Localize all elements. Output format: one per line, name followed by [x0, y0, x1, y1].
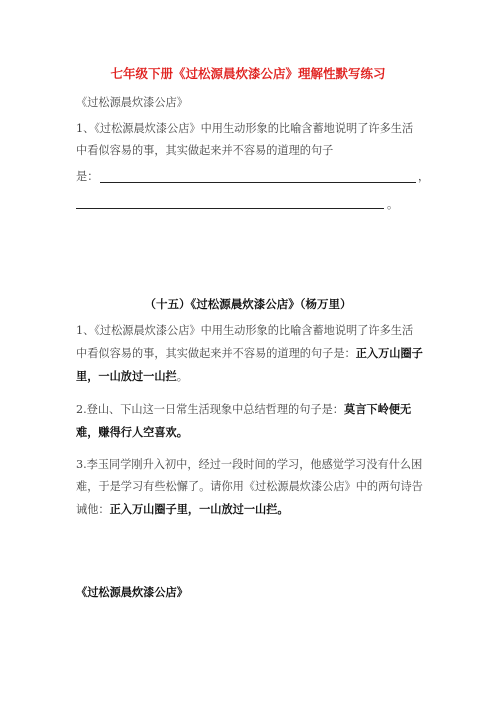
answer-blank-line-1[interactable] — [100, 182, 416, 183]
answer-2-text: 2.登山、下山这一日常生活现象中总结哲理的句子是： — [76, 403, 344, 416]
question-1-text: 1、《过松源晨炊漆公店》中用生动形象的比喻含蓄地说明了许多生活中看似容易的事，其实做起来并不容易的道理的句子 — [76, 122, 414, 157]
answer-3 — [76, 454, 424, 521]
answer-prefix: 是： — [76, 170, 99, 183]
poem-subtitle: 《过松源晨炊漆公店》 — [76, 96, 188, 109]
answer-1-period: 。 — [176, 370, 188, 383]
answer-blank-row-1 — [76, 168, 430, 188]
answer-1-key: 正入万山圈子里，一山放过一山拦 — [76, 346, 423, 383]
footer-poem-title: 《过松源晨炊漆公店》 — [76, 585, 188, 599]
answer-3-text: 3.李玉同学刚升入初中，经过一段时间的学习，他感觉学习没有什么困难，于是学习有些松懈了。请你用《过松源晨炊漆公店》中的两句诗告诫他： — [76, 458, 423, 516]
section-title: （十五）《过松源晨炊漆公店》（杨万里） — [144, 297, 352, 311]
answer-1-text: 1、《过松源晨炊漆公店》中用生动形象的比喻含蓄地说明了许多生活中看似容易的事，其实做起来并不容易的道理的句子是： — [76, 324, 414, 360]
answer-2-key: 莫言下岭便无难，赚得行人空喜欢。 — [76, 402, 412, 439]
answer-2 — [76, 398, 424, 444]
answer-3-key: 正入万山圈子里，一山放过一山拦。 — [109, 502, 289, 516]
period-mark: 。 — [387, 198, 399, 211]
answer-blank-line-2[interactable] — [76, 208, 384, 209]
comma-mark: ， — [418, 170, 430, 183]
answer-blank-row-2 — [76, 196, 424, 216]
document-title: 七年级下册《过松源晨炊漆公店》理解性默写练习 — [110, 66, 386, 81]
answer-1 — [76, 320, 424, 388]
